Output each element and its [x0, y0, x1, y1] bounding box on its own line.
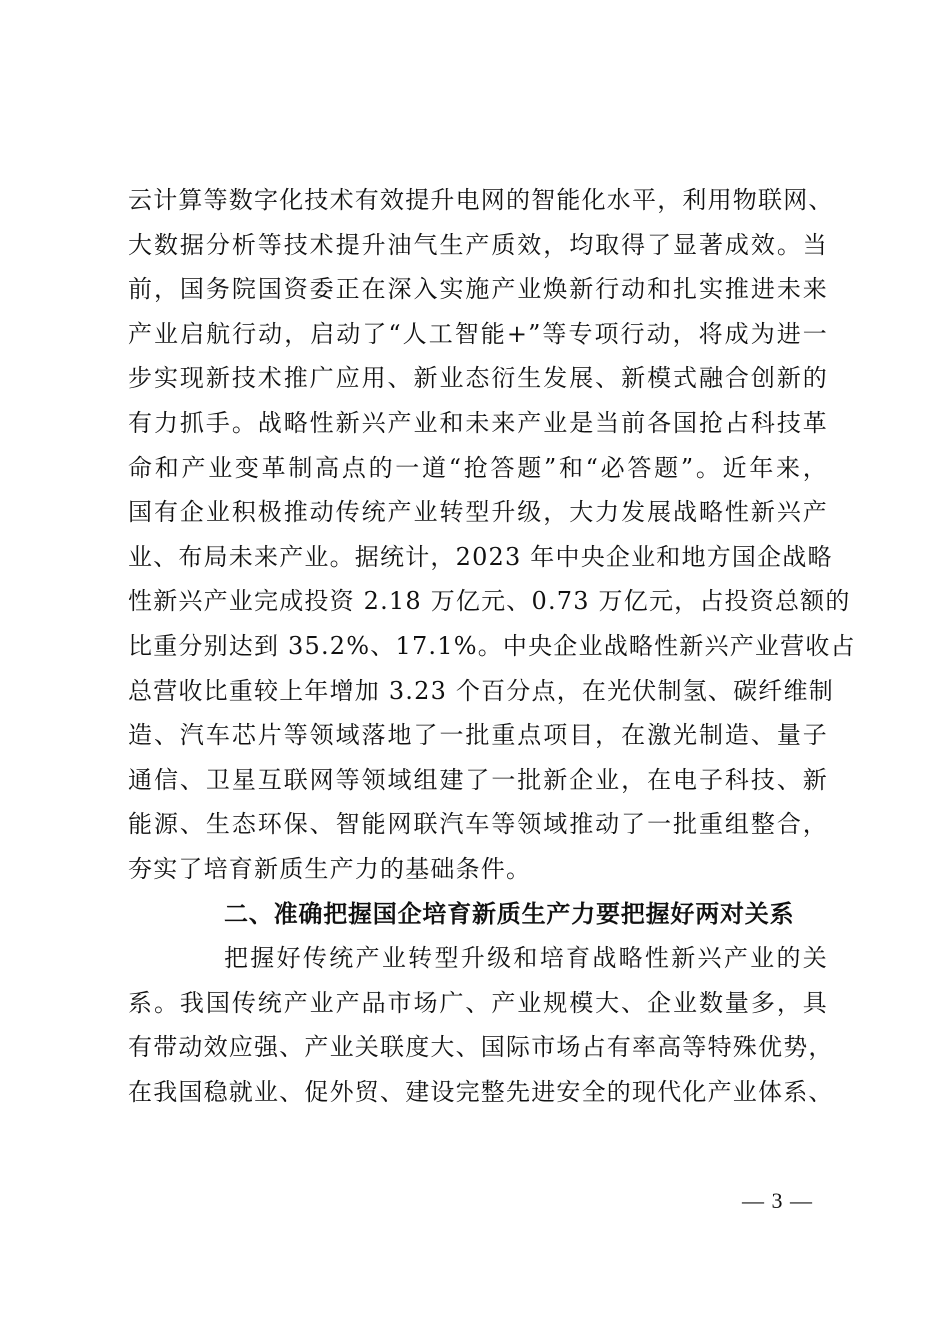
- body-text-line: 命和产业变革制高点的一道“抢答题”和“必答题”。近年来，: [128, 453, 828, 482]
- body-text-line: 国有企业积极推动传统产业转型升级，大力发展战略性新兴产: [128, 498, 828, 527]
- body-text-line: 云计算等数字化技术有效提升电网的智能化水平，利用物联网、: [128, 186, 834, 214]
- body-text-line: 在我国稳就业、促外贸、建设完整先进安全的现代化产业体系、: [128, 1077, 834, 1106]
- body-text-line: 造、汽车芯片等领域落地了一批重点项目，在激光制造、量子: [128, 721, 828, 750]
- body-text-line: 产业启航行动，启动了“人工智能+”等专项行动，将成为进一: [128, 319, 828, 348]
- body-text-line: 大数据分析等技术提升油气生产质效，均取得了显著成效。当: [128, 230, 828, 259]
- body-text-line: 步实现新技术推广应用、新业态衍生发展、新模式融合创新的: [128, 364, 828, 393]
- body-text-line: 有带动效应强、产业关联度大、国际市场占有率高等特殊优势，: [128, 1033, 834, 1062]
- body-text-line: 系。我国传统产业产品市场广、产业规模大、企业数量多，具: [128, 988, 828, 1017]
- body-text-line: 把握好传统产业转型升级和培育战略性新兴产业的关: [224, 944, 828, 973]
- body-text-line: 前，国务院国资委正在深入实施产业焕新行动和扎实推进未来: [128, 275, 828, 304]
- body-text-line: 通信、卫星互联网等领域组建了一批新企业，在电子科技、新: [128, 765, 828, 794]
- page-number: — 3 —: [742, 1188, 813, 1213]
- body-text-line: 业、布局未来产业。据统计，2023 年中央企业和地方国企战略: [128, 542, 833, 571]
- document-body: [128, 178, 856, 1114]
- body-text-line: 能源、生态环保、智能网联汽车等领域推动了一批重组整合，: [128, 810, 828, 839]
- body-text-line: 性新兴产业完成投资 2.18 万亿元、0.73 万亿元，占投资总额的: [128, 587, 851, 616]
- body-text-line: 夯实了培育新质生产力的基础条件。: [128, 854, 532, 883]
- section-heading: 二、准确把握国企培育新质生产力要把握好两对关系: [224, 899, 795, 928]
- body-text-line: 总营收比重较上年增加 3.23 个百分点，在光伏制氢、碳纤维制: [128, 676, 834, 705]
- body-text-line: 有力抓手。战略性新兴产业和未来产业是当前各国抢占科技革: [128, 408, 828, 437]
- body-text-line: 比重分别达到 35.2%、17.1%。中央企业战略性新兴产业营收占: [128, 631, 856, 660]
